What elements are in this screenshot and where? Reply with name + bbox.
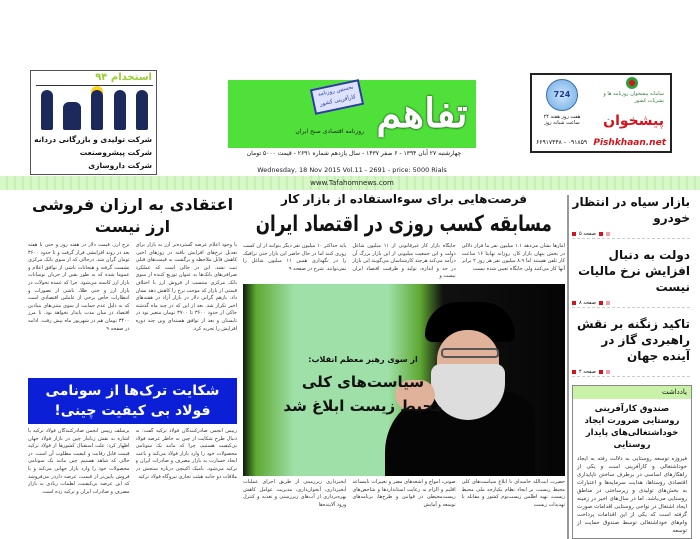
currency-text: [28, 242, 237, 374]
date-line-en: Wednesday, 18 Nov 2015 Vol.11 - 2691 - price: 5000 Rials: [257, 166, 447, 174]
clock-label: 724: [553, 90, 571, 99]
note-label: یادداشت: [573, 386, 691, 399]
steel-headline-box[interactable]: شکایت ترک‌ها از سونامی فولاد بی کیفیت چینی!: [28, 378, 237, 424]
currency-col-2: نرخ ارز، قیمت دلار در هفته روز و حتی تا هفته بعد در روند افزایشی قرار گرفت و تا حدود ۳۶۰۰ تومان گران شد. درحالی که از سوی بانک مرکزی نشست گرفته و هیجانات ناشی از توافق اعلام و عموما شده که به طور یقین از جریان نوسانات بازار ارز کاسته می‌شود. چرا که عمده تحولات در بازار ارز و حتی طلا، ناشی از تصورات و انتظارات خاص برخی از عاملین اقتصادی است که به دلیل عدم حمایت از سوی متنی‌های بنیادین اقتصاد در میان مدت پایدار نخواهد بود. تا مرز ۳۴۰۰ تومان هم در شهریور ماه پیش رفت. ادامه در صفحه ۹: [28, 242, 130, 332]
page-ref-2: [572, 299, 690, 308]
pishkhaan-logo-icon: [626, 77, 638, 89]
lead-headline-wrap: [243, 210, 565, 240]
pishkhaan-site[interactable]: Pishkhaan.net: [593, 138, 666, 148]
date-line-fa: چهارشنبه ۲۷ آبان ۱۳۹۴ - ۶ صفر ۱۴۳۷ - سال یازدهم شماره ۲۶۹۱ - قیمت ۵۰۰۰ تومان: [246, 150, 462, 157]
page-ref-1: [572, 230, 690, 239]
side-headline-2[interactable]: دولت به دنبال افزایش نرخ مالیات نیست: [578, 248, 690, 294]
pishkhaan-brand: پیشخوان: [603, 113, 664, 129]
editorial-note[interactable]: [572, 385, 692, 539]
currency-headline[interactable]: اعتقادی به ارزان فروشی ارز نیست: [31, 195, 234, 236]
policy-text: [243, 479, 565, 539]
website-link[interactable]: www.Tafahomnews.com: [310, 179, 394, 187]
page-ref-label: صفحه ۸: [579, 300, 596, 306]
lead-col-3: باید حداکثر ۱۰ میلیون نفر دیگر بتوانند از آن کسب روزی کنند اما در حال حاضر این بازار حتی ترافیک را در نگهداری همین ۱۱ میلیون شاغل را نمی‌توانند. شرح در صفحه ۹: [243, 243, 347, 272]
leader-photo[interactable]: [243, 284, 565, 476]
job-ad-companies: [34, 133, 152, 172]
steel-col-2: برسلف رییس انجمن صادرکنندگان فولاد ترکیه با اشاره به نقش زیانبار چین در بازار فولاد جهان اظهار کرد: علت استقبال کشورها از فولاد ترکیه قیمت قابل رقابت و کیفیت مطلوب آن است. در حالی که شاهد هستیم چین مانند یک سونامی محصولات خود را وارد بازار جهانی می‌کند و با فروش پایین‌تر از قیمت، عرضه‌ داردر می‌فروشد که این عرضه بی‌کیفیت، لطمات زیادی به بازار مصرف و صادرات ایران و ترکیه زده است.: [28, 428, 130, 495]
sidebar: [572, 194, 692, 539]
job-ad-title: استخدام ۹۴: [95, 72, 152, 83]
newspaper-logo: تفاهم: [376, 90, 468, 137]
left-column: [28, 194, 237, 539]
company-3: شرکت داروسازی: [88, 161, 152, 170]
note-title: صندوق کارآفرینی روستایی ضرورت ایجاد خوداشتغالی‌های پایدار روستایی: [584, 404, 680, 450]
company-2: شرکت پیشروصنعت: [79, 148, 152, 157]
side-headline-1[interactable]: بازار سیاه در انتظار خودرو: [572, 195, 690, 225]
clock-caption: هفت روز هفته ۲۴ ساعت شبانه روز: [543, 114, 581, 126]
note-body: فیروزه توسعه روستایی به دلالت رفته به ایجاد خوداشتغالی و کارآفرینی است و یکی از راهکارهای اساسی در برطرف ساختن ناپایداری اقتصادی روستاها، هدایت سرمایه‌ها و اعتبارات به بخش‌های تولیدی و زیرساختی در مناطق روستایی می‌باشد. اما در سال‌های اخیر در زمینه ایجاد اشتغال در نواحی روستایی اقدامات صورت گرفته است که یکی از این اقدامات پرداخت وام‌های خوداشتغالی توسط صندوق حمایت از توسعه: [577, 456, 687, 534]
page-ref-3: [572, 368, 690, 377]
lead-story: [243, 191, 565, 539]
page-ref-label: صفحه ۴: [579, 369, 596, 375]
pishkhaan-ad[interactable]: [530, 73, 672, 153]
lead-col-1: آمارها نشان می‌دهد ۱.۱ میلیون نفر ما فراز دلالی در بخش پنهان بازار کار، روزانه نهایتا ۱۶ ساعت کار تلفن هستند اما ۸.۹ میلیون نفر هر روز ۲ برابر آنها کار می‌کنند ولی جایگاه تعیین شده نیست: [461, 243, 565, 272]
lead-col-2: جایگاه بازار کار غیرقانونی از ۱۱ میلیون شاغل دولت و این جمعیت میلیونی از این بازار بزرگ آن درآمد می‌کند هرچند کارشناسان می‌گویند این بازار در حد و اندازه، تولید و ظرفیت اقتصاد ایران نیست و: [352, 243, 456, 280]
masthead-stamp: نخستین روزنامه کارآفرینی کشور: [310, 79, 364, 115]
policy-col-2: صوتی، امواج و اشعه‌های مضر و تغییرات نامساعد اقلیم و الزام به رعایت استانداردها و شاخص‌های زیست‌محیطی در قوانین و طرح‌ها، برنامه‌های توسعه و آمایش: [352, 479, 456, 508]
workers-illustration: [36, 85, 153, 130]
lead-headline[interactable]: مسابقه کسب روزی در اقتصاد ایران: [255, 212, 553, 237]
side-headline-3[interactable]: تاکید زنگنه بر نقش راهبردی گاز در آینده جهان: [577, 317, 690, 363]
pishkhaan-caption: سامانه پیشخوان روزنامه ها و نشریات کشور: [603, 91, 664, 104]
pishkhaan-phone: ۶۶۹۱۷۴۴۸ - ۰۹۱۸۵۹: [536, 139, 588, 146]
masthead-slogan: روزنامه اقتصادی صبح ایران: [295, 128, 364, 135]
policy-col-1: حضرت آیت‌الله خامنه‌ای با ابلاغ سیاست‌های کلی محیط زیست، بر ایجاد نظام یکپارچه ملی محیط زیست، تهیه اطلس زیست‌بوم کشور و مقابله با تهدیدات زیست: [461, 479, 565, 508]
lead-kicker: فرصت‌هایی برای سوءاستفاده از بازار کار: [280, 192, 528, 206]
column-divider: [567, 195, 569, 539]
photo-kicker: از سوی رهبر معظم انقلاب:: [308, 355, 418, 364]
lead-text: [243, 243, 565, 281]
steel-col-1: رییس انجمن صادرکنندگان فولاد ترکیه گفت: به دنبال طرح شکایت از چین به خاطر عرضه فولاد بی‌کیفیت هستیم، چرا که مانند یک سونامی محصولات خود را وارد بازار فولاد می‌کند و باعث ایجاد خسارت به بازار مصرف و صادرات ایران و ترکیه می‌شود. نامیک اکینچی درباره سنجش در ملاقات دو جانبه هیئت تجاری نیروگاه فولاد ترکیه: [135, 428, 237, 480]
clock-icon: [546, 79, 578, 111]
photo-headline[interactable]: سیاست‌های کلی محیط زیست ابلاغ شد: [283, 373, 443, 415]
policy-col-3: آبخیزداری زیرزمینی از طریق اجرای عملیات آبخیزداری، آبخوان‌داری، مدیریت عوامل کاهش بهره‌برداری از آب‌های زیرزمینی و تغذیه و کنترل ورود آلاینده‌ها: [243, 479, 347, 508]
currency-col-1: با وجود اعلام عرضه گسترده‌تر ارز به بازار برای تعدیل نرخ‌های افزایش یافته در روزهای اخیر، کاهش قابل ملاحظه و برگشت به قیمت‌های قبلی ثبت نشد. این در حالی است که عملکرد صرافی‌های بانک‌ها به عنوان توزیع کننده از سوی بانک مرکزی منتسب از فروش ارز با اختلاف قیمتی از بازار که موجب نرخ را کاهش دهد نشان داد. بازهم گرانی دلار در بازار آزاد در هفته‌های اخیر تکرار شد. بعد از این که در چند ماه گذشته حاکی از حدود ۳۶۰۰ تا ۳۷۰۰ تومان متغیر بود در تابستان و بعد از توافق هسته‌ای وین چند دوره افزایش را تجربه کرد.: [135, 242, 237, 332]
company-1: شرکت تولیدی و بازرگانی دردانه: [34, 135, 152, 144]
job-ad-left[interactable]: [30, 70, 157, 175]
page-ref-label: صفحه ۵: [579, 231, 596, 237]
steel-text: [28, 428, 237, 539]
